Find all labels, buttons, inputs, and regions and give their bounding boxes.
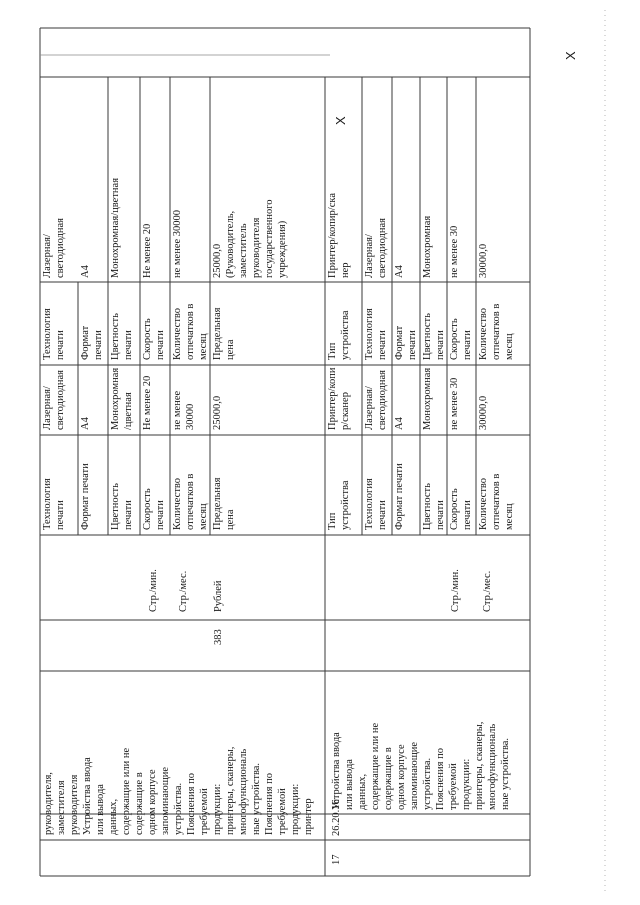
row17-gov-value-1: Лазерная/ светодиодная (364, 370, 388, 430)
row17-gov-name-1: Технология печати (364, 478, 388, 530)
prev-row-mark-x: X (563, 51, 578, 60)
prev-row-okei-code: 383 (213, 629, 224, 645)
prev-row-gov-value-2: Монохромная /цветная (110, 367, 134, 430)
row17-org-value-0: Принтер/копир/ска нер (327, 193, 351, 278)
prev-row-gov-name-0: Технология печати (42, 478, 66, 530)
row17-gov-value-2: А4 (394, 417, 405, 430)
row17-gov-name-5: Количество отпечатков в месяц (478, 473, 515, 530)
prev-row-gov-name-1: Формат печати (80, 463, 91, 530)
prev-row-org-chars (42, 178, 288, 360)
prev-row-gov-name-2: Цветность печати (110, 483, 134, 530)
row17-name-text: Устройства ввода или вывода данных, содержащие или не содержащие в одном корпусе запоминающие устройства. Пояснения по требуемой продукции: принтеры, сканеры, многофункциональ ные устройства. (331, 721, 511, 810)
prev-row-gov-chars (42, 368, 236, 530)
prev-row-unit-count: Стр./мес. (178, 570, 189, 612)
row17-org-name-0: Тип устройства (327, 310, 351, 360)
row17-gov-value-3: Монохромная (422, 367, 433, 430)
prev-row-gov-name-4: Количество отпечатков в месяц (172, 473, 209, 530)
row17-gov-name-0: Тип устройства (327, 480, 351, 530)
row17-org-name-4: Скорость печати (449, 318, 473, 360)
row17-unit-speed: Стр./мин. (450, 569, 461, 612)
row17-unit-count: Стр./мес. (482, 570, 493, 612)
prev-row-org-value-2: Монохромная/цветная (110, 177, 121, 278)
row17-org-name-2: Формат печати (394, 325, 418, 360)
prev-row-unit-price: Рублей (213, 580, 224, 612)
prev-row-org-name-0: Технология печати (42, 308, 66, 360)
row17-gov-value-0: Принтер/копи р/сканер (327, 367, 351, 430)
prev-row-org-value-4: не менее 30000 (172, 209, 183, 278)
row17-code: 26.20.16 (331, 799, 342, 836)
prev-row-gov-name-3: Скорость печати (142, 488, 166, 530)
prev-row-unit-speed: Стр./мин. (148, 569, 159, 612)
row17-org-value-3: Монохромная (422, 215, 433, 278)
prev-row-gov-value-3: Не менее 20 (142, 375, 153, 430)
prev-row-gov-value-1: А4 (80, 417, 91, 430)
row17-org-value-1: Лазерная/ светодиодная (364, 218, 388, 278)
row17-org-name-3: Цветность печати (422, 313, 446, 360)
row17-org-name-1: Технология печати (364, 308, 388, 360)
prev-row-org-value-5: 25000,0 (Руководитель, заместитель руководителя государственного учреждения) (212, 199, 288, 278)
row17-gov-name-4: Скорость печати (449, 488, 473, 530)
row17-mark-x: X (333, 116, 348, 125)
prev-row-gov-value-0: Лазерная/ светодиодная (42, 370, 66, 430)
prev-row-org-name-5: Предельная цена (212, 307, 236, 360)
prev-row-gov-value-4: не менее 30000 (172, 390, 196, 430)
prev-row-org-name-4: Количество отпечатков в месяц (172, 303, 209, 360)
prev-row-gov-value-5: 25000,0 (212, 395, 223, 430)
prev-row-org-value-1: А4 (80, 265, 91, 278)
row17-org-name-5: Количество отпечатков в месяц (478, 303, 515, 360)
row17-gov-name-3: Цветность печати (422, 483, 446, 530)
row17-org-value-5: 30000,0 (478, 243, 489, 278)
prev-row-org-name-2: Цветность печати (110, 313, 134, 360)
prev-row-org-name-3: Скорость печати (142, 318, 166, 360)
prev-row-gov-name-5: Предельная цена (212, 477, 236, 530)
prev-row-org-name-1: Формат печати (80, 325, 104, 360)
row17-org-value-2: А4 (394, 265, 405, 278)
row17-num: 17 (331, 854, 342, 865)
row17-org-value-4: не менее 30 (449, 225, 460, 278)
row17-gov-value-4: не менее 30 (449, 377, 460, 430)
prev-row-name-text: руководителя, заместителя руководителя Устройства ввода или вывода данных, содержащие или не содержащие в одном корпусе запоминающие устройства. Пояснения по требуемой продукции: принтеры, сканеры, многофункциональ ные устройства. Пояснения по требуемой продукции: принтер (43, 746, 314, 835)
prev-row-org-value-3: Не менее 20 (142, 223, 153, 278)
row17-gov-value-5: 30000,0 (478, 395, 489, 430)
row17-org-chars (327, 193, 515, 360)
prev-row-org-value-0: Лазерная/ светодиодная (42, 218, 66, 278)
row17-gov-name-2: Формат печати (394, 463, 405, 530)
prev-row-name (43, 747, 314, 835)
row17-gov-chars (327, 367, 515, 530)
